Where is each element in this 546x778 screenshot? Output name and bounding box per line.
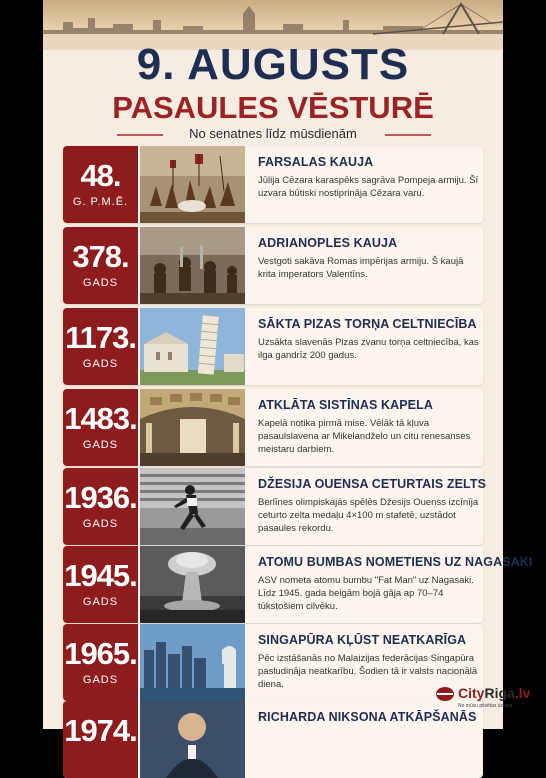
- year-number: 1483.: [64, 401, 137, 436]
- watermark-brand: [458, 685, 530, 701]
- year-number: 378.: [72, 239, 129, 274]
- page-title-topic: PASAULES VĒSTURĒ: [112, 90, 434, 125]
- event-description: Uzsākta slavenās Pizas zvanu torņa celtniecība, kas ilga gandrīz 200 gadus.: [258, 337, 479, 361]
- cityriga-watermark: [435, 684, 535, 714]
- infographic-poster: [43, 0, 533, 748]
- event-description: Jūlija Cēzara karaspēks sagrāva Pompeja armiju. Šī uzvara būtiski nostiprināja Cēzara varu.: [258, 175, 479, 199]
- event-description: Pēc izstāšanās no Malaizijas federācijas Singapūra pasludināja neatkarību. Šodien tā ir valsts nacionālā diena.: [258, 653, 478, 690]
- event-title: RICHARDA NIKSONA ATKĀPŠANĀS: [258, 710, 477, 724]
- singapore-skyline-image: [140, 624, 245, 701]
- page-title-date: 9. AUGUSTS: [136, 40, 410, 89]
- event-title: ATKLĀTA SISTĪNAS KAPELA: [258, 398, 433, 412]
- year-unit: GADS: [82, 674, 119, 686]
- pisa-tower-image: [140, 308, 245, 385]
- chapel-interior-image: [140, 389, 245, 466]
- event-text: [258, 155, 480, 200]
- battle-painting-image: [140, 146, 245, 223]
- year-number: 1173.: [65, 320, 136, 355]
- event-card: [63, 546, 533, 623]
- event-description: ASV nometa atomu bumbu "Fat Man" uz Nagasaki. Līdz 1945. gada beigām bojā gāja ap 70–74 tūkstošiem cilvēku.: [258, 575, 474, 612]
- year-badge: [63, 227, 138, 304]
- event-title: ATOMU BUMBAS NOMETIENS UZ NAGASAKI: [258, 555, 533, 569]
- event-text: [258, 477, 487, 535]
- watermark-brand-main: City: [458, 685, 485, 701]
- year-badge: [63, 146, 138, 223]
- event-card: [63, 308, 483, 385]
- year-unit: GADS: [82, 358, 119, 370]
- event-card: [63, 624, 483, 701]
- year-number: 48.: [80, 158, 121, 193]
- event-description: Kapelā notika pirmā mise. Vēlāk tā kļuva pasaulslavena ar Mikelandželo un citu renesanses meistaru darbiem.: [258, 418, 471, 455]
- year-number: 1974.: [64, 713, 137, 748]
- battle-painting-image: [140, 227, 245, 304]
- year-unit: GADS: [82, 596, 119, 608]
- event-card: [63, 701, 483, 778]
- year-badge: [63, 624, 138, 701]
- year-badge: [63, 468, 138, 545]
- cityriga-logo-icon: [435, 686, 455, 702]
- event-text: [258, 555, 533, 613]
- watermark-brand-suffix: .lv: [514, 685, 531, 701]
- mushroom-cloud-image: [140, 546, 245, 623]
- event-title: FARSALAS KAUJA: [258, 155, 374, 169]
- event-card: [63, 227, 483, 304]
- year-badge: [63, 546, 138, 623]
- year-unit: G. P.M.Ē.: [72, 196, 129, 208]
- year-badge: [63, 308, 138, 385]
- event-text: [258, 633, 480, 691]
- event-card: [63, 468, 487, 545]
- runner-photo-image: [140, 468, 245, 545]
- event-title: ADRIANOPLES KAUJA: [258, 236, 398, 250]
- year-unit: GADS: [82, 439, 119, 451]
- year-unit: GADS: [82, 277, 119, 289]
- event-text: [258, 317, 480, 362]
- event-title: DŽESIJA OUENSA CETURTAIS ZELTS: [258, 477, 487, 491]
- year-number: 1945.: [64, 558, 137, 593]
- year-number: 1965.: [64, 636, 137, 671]
- event-text: [258, 236, 480, 281]
- event-text: [258, 398, 480, 456]
- event-title: SĀKTA PIZAS TORŅA CELTNIECĪBA: [258, 317, 477, 331]
- event-description: Berlīnes olimpiskajās spēlēs Džesijs Ouenss izcīnīja ceturto zelta medaļu 4×100 m stafetē, uzstādot pasaules rekordu.: [258, 497, 479, 534]
- subtitle-divider-right: [385, 134, 431, 136]
- page-subtitle: No senatnes līdz mūsdienām: [189, 126, 357, 141]
- event-description: Vestgoti sakāva Romas impērijas armiju. Š kaujā krita imperators Valentīns.: [258, 256, 464, 280]
- portrait-photo-image: [140, 701, 245, 778]
- year-number: 1936.: [64, 480, 137, 515]
- year-badge: [63, 701, 138, 778]
- event-title: SINGAPŪRA KĻŪST NEATKARĪGA: [258, 633, 467, 647]
- year-unit: GADS: [82, 518, 119, 530]
- event-card: [63, 146, 483, 223]
- year-badge: [63, 389, 138, 466]
- watermark-brand-accent: Riga: [484, 685, 515, 701]
- event-card: [63, 389, 483, 466]
- watermark-tagline: No mūsu pilsētas dzīves: [458, 703, 513, 709]
